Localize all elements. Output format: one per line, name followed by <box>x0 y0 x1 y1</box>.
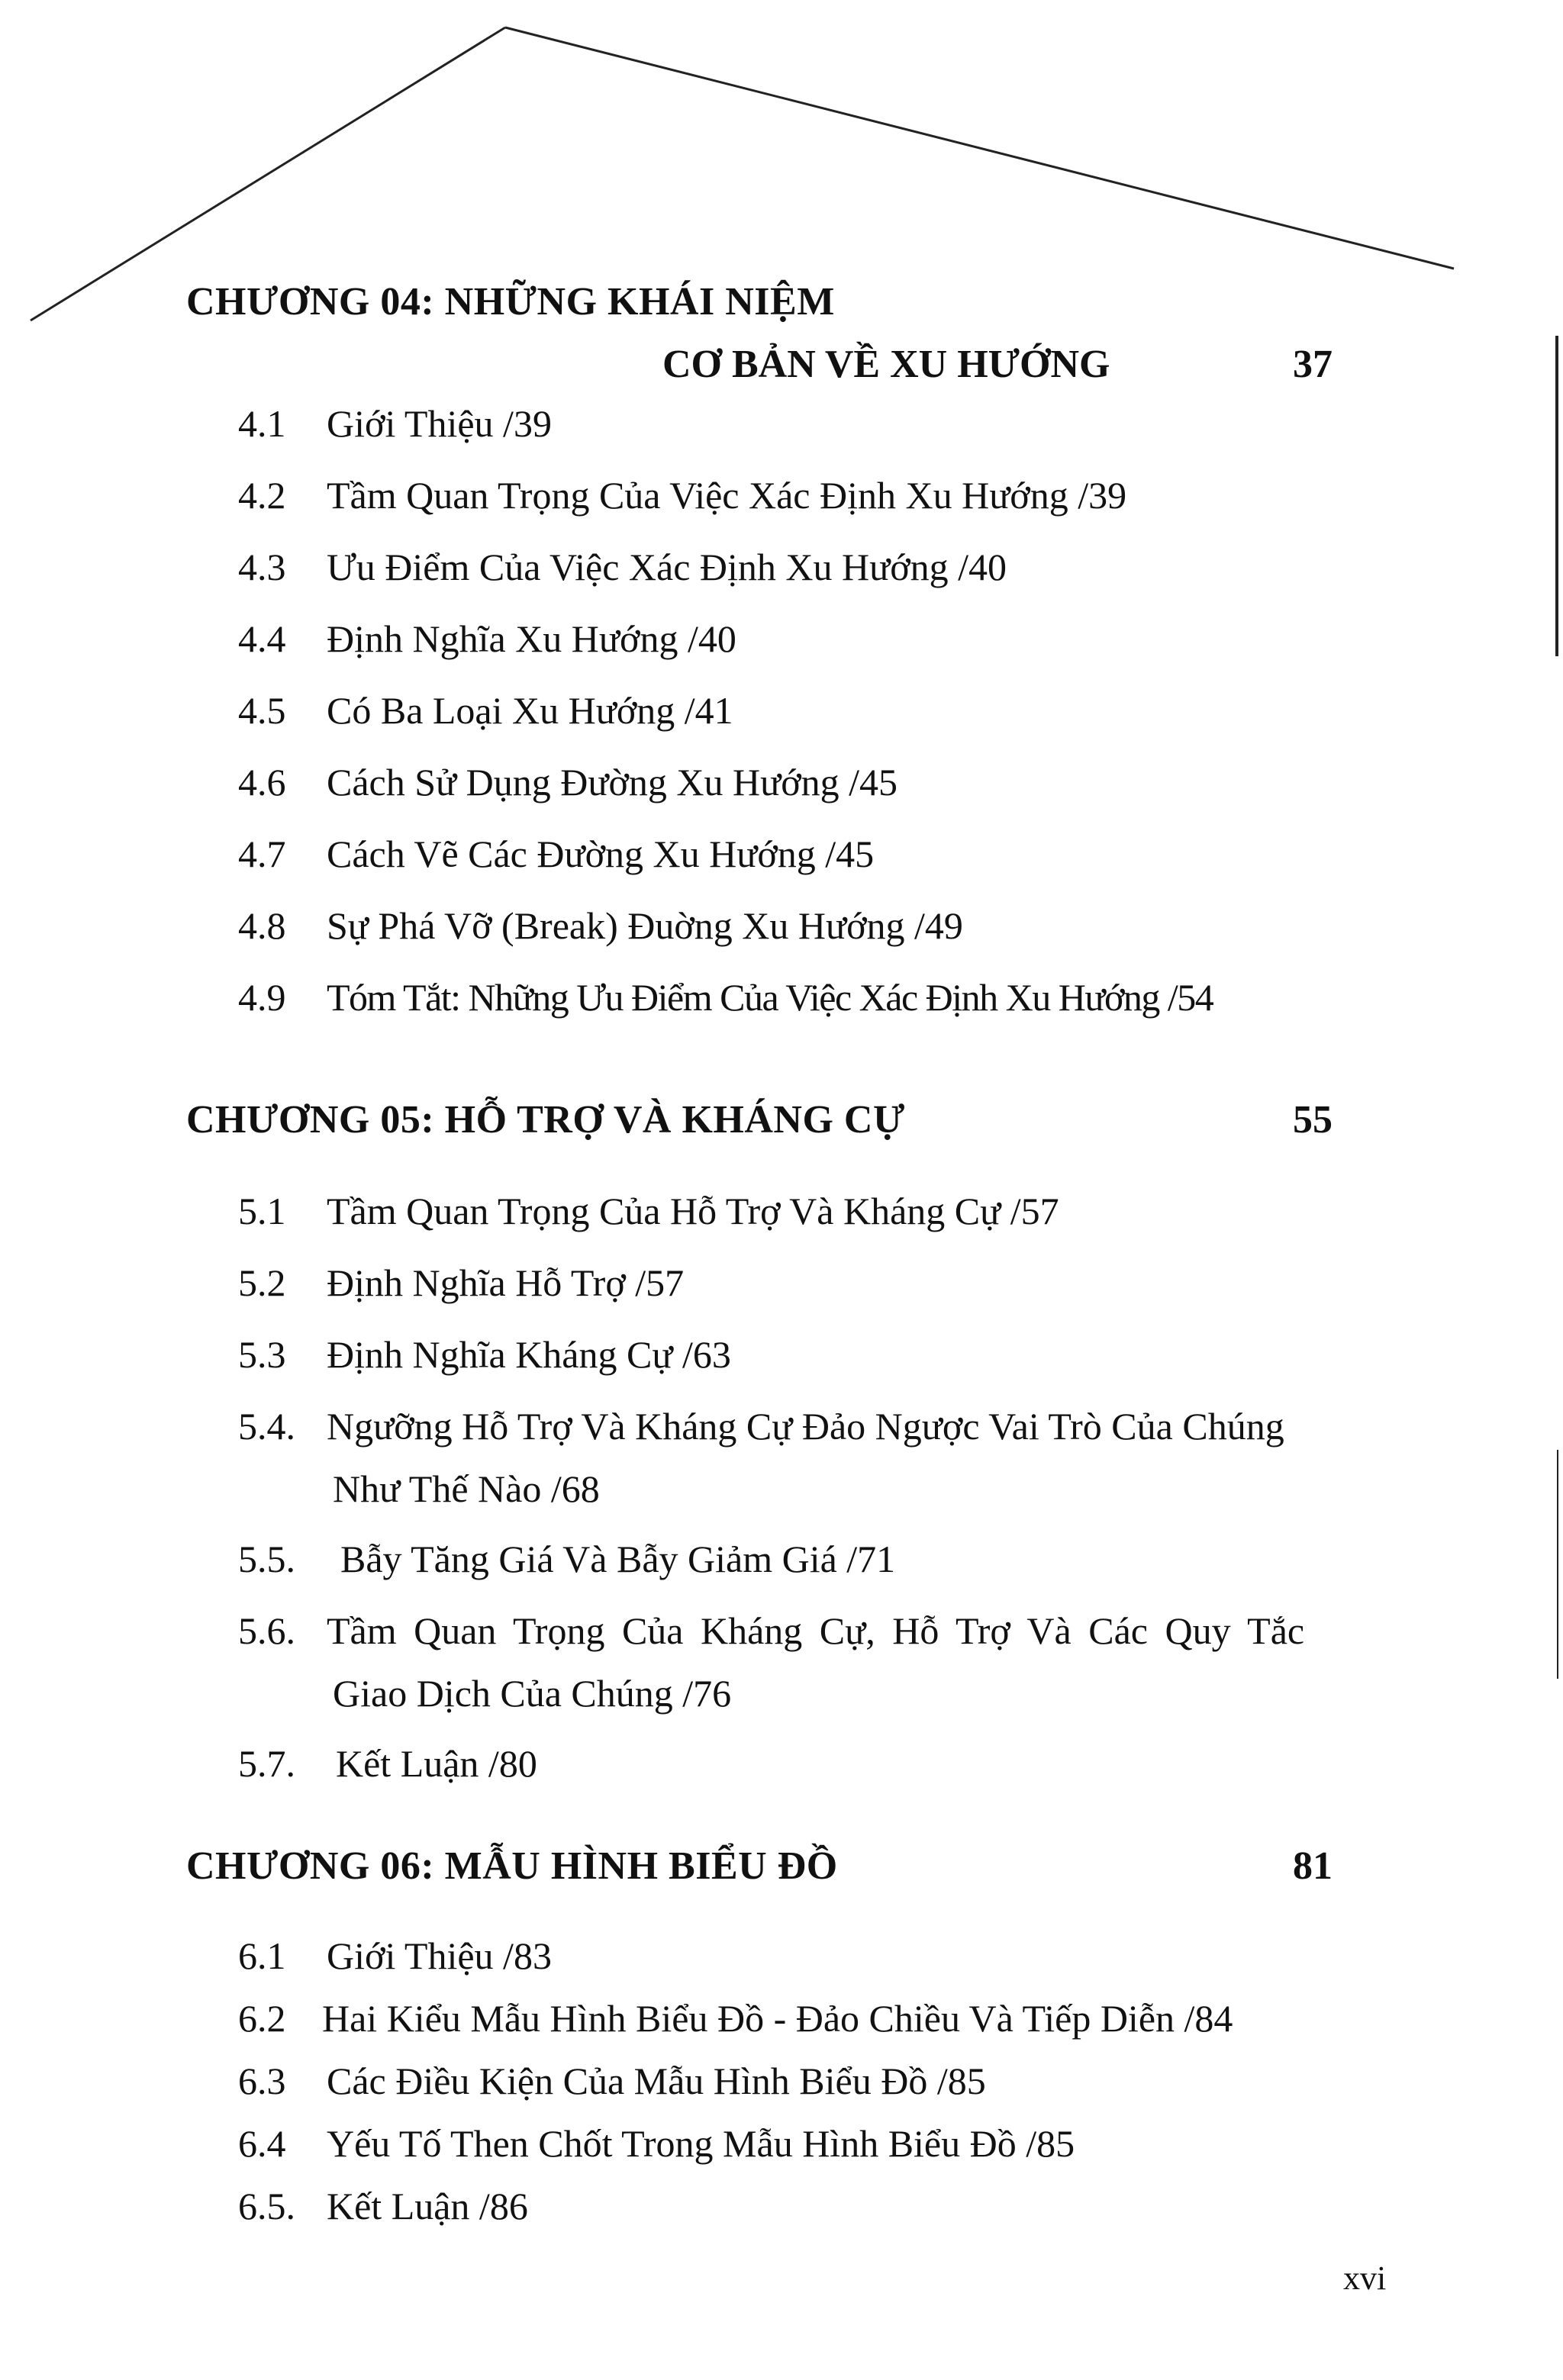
entry-title: Kết Luận /86 <box>327 2185 528 2227</box>
entry-title: Cách Sử Dụng Đường Xu Hướng /45 <box>327 761 898 804</box>
entry-number: 4.1 <box>238 402 286 445</box>
entry-title: Giới Thiệu /83 <box>327 1934 552 1977</box>
entry-number: 5.6. <box>238 1609 295 1652</box>
page-edge-mark <box>1555 336 1558 656</box>
entry-title: Tầm Quan Trọng Của Hỗ Trợ Và Kháng Cự /57 <box>327 1190 1059 1232</box>
entry-number: 4.6 <box>238 761 286 804</box>
chapter-heading: CHƯƠNG 05: HỖ TRỢ VÀ KHÁNG CỰ <box>186 1098 905 1142</box>
entry-title: Tầm Quan Trọng Của Việc Xác Định Xu Hướng /39 <box>327 474 1127 517</box>
entry-title: Tóm Tắt: Những Ưu Điểm Của Việc Xác Định Xu Hướng /54 <box>327 976 1213 1019</box>
entry-title: Các Điều Kiện Của Mẫu Hình Biểu Đồ /85 <box>327 2060 986 2102</box>
entry-title: Yếu Tố Then Chốt Trong Mẫu Hình Biểu Đồ /85 <box>327 2122 1075 2165</box>
entry-number: 5.5. <box>238 1538 295 1580</box>
entry-title: Ưu Điểm Của Việc Xác Định Xu Hướng /40 <box>327 546 1007 588</box>
entry-number: 5.7. <box>238 1742 295 1785</box>
entry-title-continuation: Giao Dịch Của Chúng /76 <box>333 1672 732 1715</box>
chapter-page-number: 37 <box>1293 343 1333 386</box>
entry-title: Ngưỡng Hỗ Trợ Và Kháng Cự Đảo Ngược Vai Trò Của Chúng <box>327 1405 1284 1448</box>
entry-number: 4.8 <box>238 904 286 947</box>
page-edge-mark <box>1557 1450 1558 1679</box>
entry-title: Tầm Quan Trọng Của Kháng Cự, Hỗ Trợ Và Các Quy Tắc <box>327 1609 1305 1652</box>
entry-number: 6.4 <box>238 2122 286 2165</box>
entry-title: Định Nghĩa Xu Hướng /40 <box>327 617 736 660</box>
entry-number: 4.5 <box>238 689 286 732</box>
entry-number: 4.7 <box>238 833 286 875</box>
entry-number: 4.2 <box>238 474 286 517</box>
chapter-page-number: 55 <box>1293 1098 1333 1142</box>
chapter-heading: CHƯƠNG 06: MẪU HÌNH BIỂU ĐỒ <box>186 1844 838 1888</box>
entry-number: 5.4. <box>238 1405 295 1448</box>
entry-title: Có Ba Loại Xu Hướng /41 <box>327 689 733 732</box>
entry-number: 6.1 <box>238 1934 286 1977</box>
entry-title-continuation: Như Thế Nào /68 <box>333 1467 600 1510</box>
entry-title: Định Nghĩa Hỗ Trợ /57 <box>327 1261 685 1304</box>
entry-number: 6.2 <box>238 1997 286 2040</box>
entry-title: Định Nghĩa Kháng Cự /63 <box>327 1333 731 1376</box>
chapter-page-number: 81 <box>1293 1844 1333 1888</box>
entry-title: Hai Kiểu Mẫu Hình Biểu Đồ - Đảo Chiều Và Tiếp Diễn /84 <box>322 1997 1233 2040</box>
entry-number: 5.3 <box>238 1333 286 1376</box>
entry-number: 4.4 <box>238 617 286 660</box>
entry-title: Cách Vẽ Các Đường Xu Hướng /45 <box>327 833 875 875</box>
entry-number: 5.2 <box>238 1261 286 1304</box>
entry-title: Giới Thiệu /39 <box>327 402 552 445</box>
entry-number: 6.5. <box>238 2185 295 2227</box>
entry-title: Sự Phá Vỡ (Break) Đuờng Xu Hướng /49 <box>327 904 963 947</box>
chapter-heading: CHƯƠNG 04: NHỮNG KHÁI NIỆM <box>186 280 835 324</box>
entry-number: 4.9 <box>238 976 286 1019</box>
entry-number: 5.1 <box>238 1190 286 1232</box>
entry-number: 4.3 <box>238 546 286 588</box>
entry-title: Bẫy Tăng Giá Và Bẫy Giảm Giá /71 <box>340 1538 896 1580</box>
entry-number: 6.3 <box>238 2060 286 2102</box>
chapter-heading-continuation: CƠ BẢN VỀ XU HƯỚNG <box>662 343 1110 386</box>
entry-title: Kết Luận /80 <box>336 1742 537 1785</box>
page-number: xvi <box>1343 2259 1387 2297</box>
